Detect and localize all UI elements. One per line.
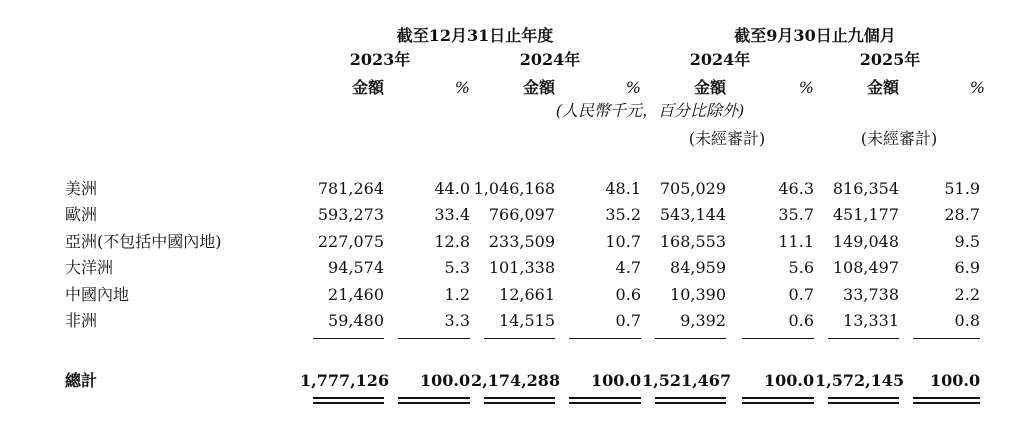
cell-value: 21,460 — [328, 285, 384, 304]
pct-heading-4: % — [969, 78, 985, 97]
cell-value: 84,959 — [670, 258, 726, 277]
total-value: 1,777,126 — [300, 371, 390, 390]
cell-value: 10,390 — [670, 285, 726, 304]
cell-value: 48.1 — [605, 179, 641, 198]
unit-note: (人民幣千元，百分比除外) — [555, 101, 745, 120]
total-value: 100.0 — [764, 371, 815, 390]
cell-value: 108,497 — [832, 258, 899, 277]
cell-value: 0.6 — [788, 311, 814, 330]
cell-value: 12,661 — [499, 285, 555, 304]
cell-value: 28.7 — [944, 205, 980, 224]
cell-value: 0.8 — [954, 311, 980, 330]
unaudited-label-2: (未經審計) — [860, 129, 938, 148]
cell-value: 9.5 — [954, 232, 980, 251]
cell-value: 0.6 — [615, 285, 641, 304]
cell-value: 816,354 — [832, 179, 899, 198]
cell-value: 543,144 — [659, 205, 726, 224]
row-label: 大洋洲 — [65, 258, 114, 277]
cell-value: 59,480 — [328, 311, 384, 330]
cell-value: 1.2 — [444, 285, 470, 304]
cell-value: 101,338 — [488, 258, 555, 277]
period-title-annual: 截至12月31日止年度 — [396, 26, 554, 45]
total-label: 總計 — [65, 371, 98, 390]
cell-value: 5.6 — [788, 258, 814, 277]
cell-value: 9,392 — [680, 311, 726, 330]
cell-value: 227,075 — [317, 232, 384, 251]
cell-value: 766,097 — [488, 205, 555, 224]
cell-value: 2.2 — [954, 285, 980, 304]
total-value: 100.0 — [591, 371, 642, 390]
amount-heading-2: 金額 — [522, 78, 555, 97]
cell-value: 35.7 — [778, 205, 814, 224]
cell-value: 35.2 — [605, 205, 641, 224]
year-2023: 2023年 — [349, 50, 411, 69]
year-2025: 2025年 — [859, 50, 921, 69]
row-label: 美洲 — [65, 179, 98, 198]
cell-value: 6.9 — [954, 258, 980, 277]
cell-value: 12.8 — [434, 232, 470, 251]
cell-value: 14,515 — [499, 311, 555, 330]
unaudited-label-1: (未經審計) — [688, 129, 766, 148]
cell-value: 13,331 — [843, 311, 899, 330]
cell-value: 33.4 — [434, 205, 470, 224]
total-value: 1,572,145 — [815, 371, 905, 390]
cell-value: 705,029 — [659, 179, 726, 198]
year-2024-nine-months: 2024年 — [689, 50, 751, 69]
total-value: 100.0 — [420, 371, 471, 390]
cell-value: 10.7 — [605, 232, 641, 251]
cell-value: 4.7 — [615, 258, 641, 277]
cell-value: 781,264 — [317, 179, 384, 198]
period-title-nine-months: 截至9月30日止九個月 — [734, 26, 896, 45]
total-value: 2,174,288 — [471, 371, 561, 390]
total-value: 1,521,467 — [642, 371, 732, 390]
cell-value: 233,509 — [488, 232, 555, 251]
cell-value: 0.7 — [615, 311, 641, 330]
cell-value: 46.3 — [778, 179, 814, 198]
cell-value: 1,046,168 — [473, 179, 555, 198]
total-value: 100.0 — [930, 371, 981, 390]
amount-heading-4: 金額 — [866, 78, 899, 97]
amount-heading-3: 金額 — [693, 78, 726, 97]
cell-value: 149,048 — [832, 232, 899, 251]
year-2024-annual: 2024年 — [519, 50, 581, 69]
cell-value: 33,738 — [843, 285, 899, 304]
cell-value: 5.3 — [444, 258, 470, 277]
cell-value: 593,273 — [317, 205, 384, 224]
row-label: 亞洲(不包括中國內地) — [65, 232, 222, 251]
pct-heading-3: % — [798, 78, 814, 97]
amount-heading-1: 金額 — [351, 78, 384, 97]
row-label: 中國內地 — [65, 285, 130, 304]
cell-value: 168,553 — [659, 232, 726, 251]
pct-heading-1: % — [454, 78, 470, 97]
cell-value: 3.3 — [444, 311, 470, 330]
cell-value: 51.9 — [944, 179, 980, 198]
cell-value: 0.7 — [788, 285, 814, 304]
cell-value: 451,177 — [832, 205, 899, 224]
pct-heading-2: % — [625, 78, 641, 97]
cell-value: 11.1 — [778, 232, 814, 251]
row-label: 非洲 — [65, 311, 98, 330]
cell-value: 44.0 — [434, 179, 470, 198]
row-label: 歐洲 — [65, 205, 98, 224]
cell-value: 94,574 — [328, 258, 384, 277]
